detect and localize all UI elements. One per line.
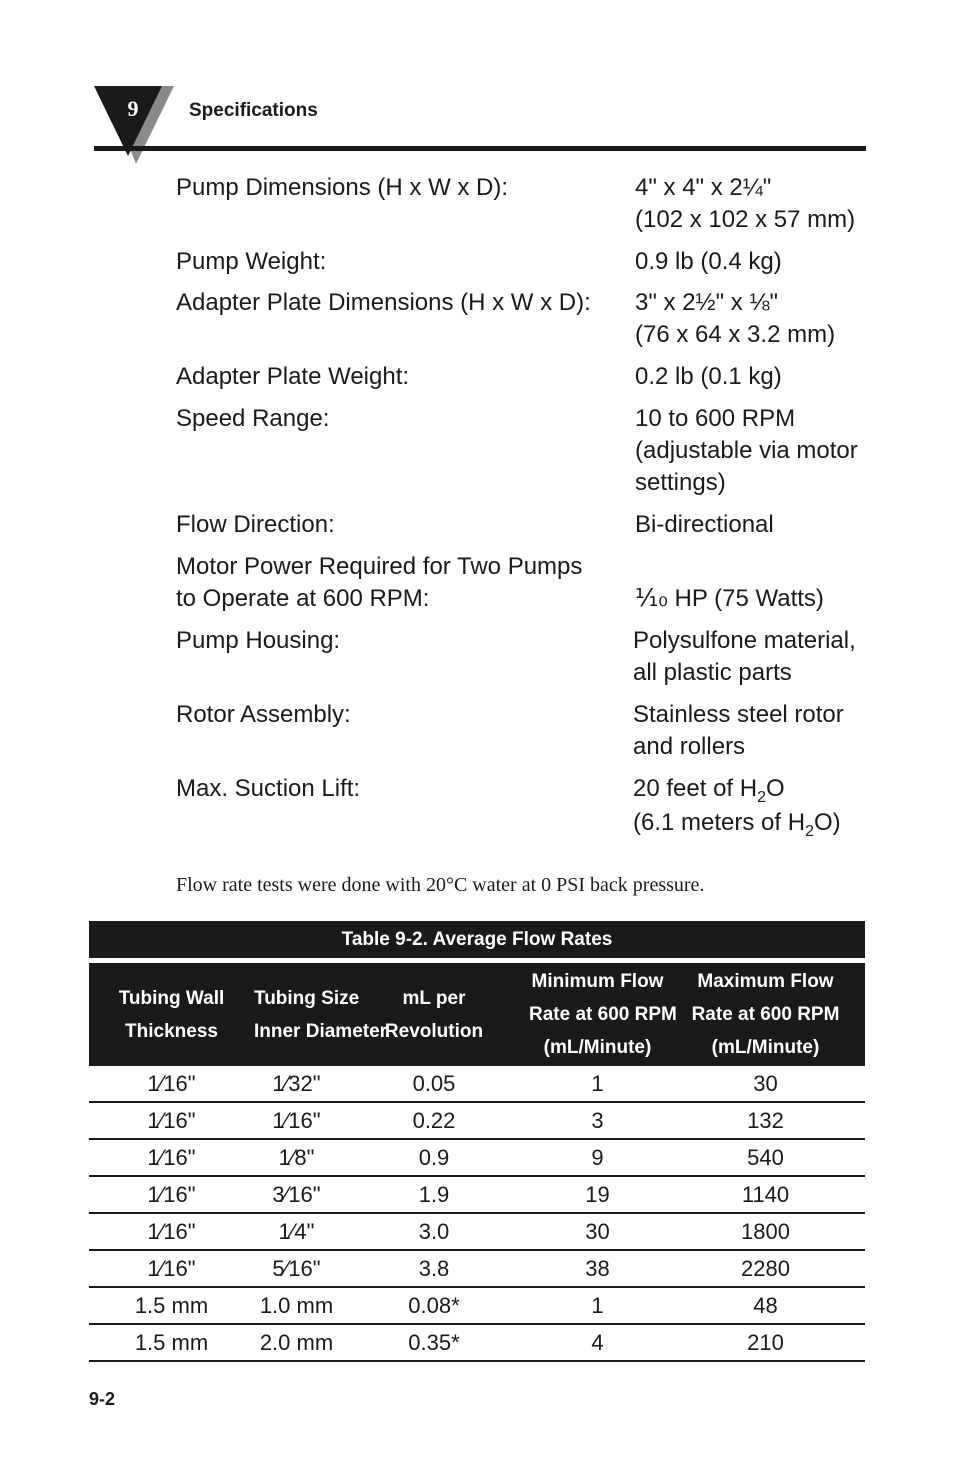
spec-label: Pump Housing: bbox=[176, 627, 341, 654]
spec-value: (76 x 64 x 3.2 mm) bbox=[635, 321, 836, 348]
table-title: Table 9-2. Average Flow Rates bbox=[89, 921, 865, 958]
spec-value: all plastic parts bbox=[633, 659, 792, 686]
spec-value: and rollers bbox=[633, 733, 746, 760]
table-row: 1⁄16" 1⁄32" 0.05 1 30 bbox=[89, 1066, 865, 1103]
spec-value: 20 feet of $H_2O$ bbox=[633, 775, 785, 806]
spec-label: Pump Weight: bbox=[176, 248, 327, 275]
table-row: 1⁄16" 1⁄16" 0.22 3 132 bbox=[89, 1103, 865, 1140]
spec-value: (6.1 meters of $H_2O$) bbox=[633, 809, 841, 840]
page-number: 9-2 bbox=[89, 1389, 116, 1409]
column-header: Tubing Wall Thickness bbox=[118, 987, 225, 1042]
spec-value: 10 to 600 RPM bbox=[635, 405, 796, 432]
flow-rate-table bbox=[89, 921, 865, 1362]
spec-value: Bi-directional bbox=[635, 511, 774, 538]
spec-value: Polysulfone material, bbox=[633, 627, 856, 654]
spec-value: ⅒ HP (75 Watts) bbox=[635, 585, 824, 612]
spec-value: (adjustable via motor bbox=[635, 437, 858, 464]
spec-label: Flow Direction: bbox=[176, 511, 335, 538]
table-row: 1⁄16" 1⁄4" 3.0 30 1800 bbox=[89, 1214, 865, 1251]
header-rule bbox=[94, 146, 866, 151]
table-row: 1⁄16" 1⁄8" 0.9 9 540 bbox=[89, 1140, 865, 1177]
spec-label: Rotor Assembly: bbox=[176, 701, 351, 728]
spec-value: 3" x 2½" x ⅛" bbox=[635, 289, 778, 316]
column-header: Tubing Size Inner Diameter bbox=[254, 987, 388, 1042]
spec-value: (102 x 102 x 57 mm) bbox=[635, 206, 856, 233]
table-row: 1⁄16" 3⁄16" 1.9 19 1140 bbox=[89, 1177, 865, 1214]
table-row: 1.5 mm 1.0 mm 0.08* 1 48 bbox=[89, 1288, 865, 1325]
spec-label: Motor Power Required for Two Pumps bbox=[176, 553, 583, 580]
spec-value: Stainless steel rotor bbox=[633, 701, 844, 728]
section-title: Specifications bbox=[189, 100, 318, 121]
spec-label: Speed Range: bbox=[176, 405, 330, 432]
column-header: Minimum Flow Rate at 600 RPM (mL/Minute) bbox=[529, 971, 677, 1058]
spec-value: 4" x 4" x 2¼" bbox=[635, 174, 772, 201]
spec-label: Adapter Plate Dimensions (H x W x D): bbox=[176, 289, 591, 316]
spec-label: to Operate at 600 RPM: bbox=[176, 585, 430, 612]
table-row: 1⁄16" 5⁄16" 3.8 38 2280 bbox=[89, 1251, 865, 1288]
table-header bbox=[89, 963, 865, 1066]
spec-value: 0.2 lb (0.1 kg) bbox=[635, 363, 782, 390]
column-header: Maximum Flow Rate at 600 RPM (mL/Minute) bbox=[691, 971, 840, 1058]
test-note: Flow rate tests were done with 20°C water at 0 PSI back pressure. bbox=[176, 874, 705, 896]
column-header: mL per Revolution bbox=[384, 987, 484, 1042]
spec-label: Max. Suction Lift: bbox=[176, 775, 361, 802]
chapter-number: 9 bbox=[127, 96, 139, 121]
spec-label: Adapter Plate Weight: bbox=[176, 363, 410, 390]
spec-label: Pump Dimensions (H x W x D): bbox=[176, 174, 509, 201]
spec-value: 0.9 lb (0.4 kg) bbox=[635, 248, 782, 275]
table-row: 1.5 mm 2.0 mm 0.35* 4 210 bbox=[89, 1325, 865, 1362]
spec-value: settings) bbox=[635, 469, 726, 496]
